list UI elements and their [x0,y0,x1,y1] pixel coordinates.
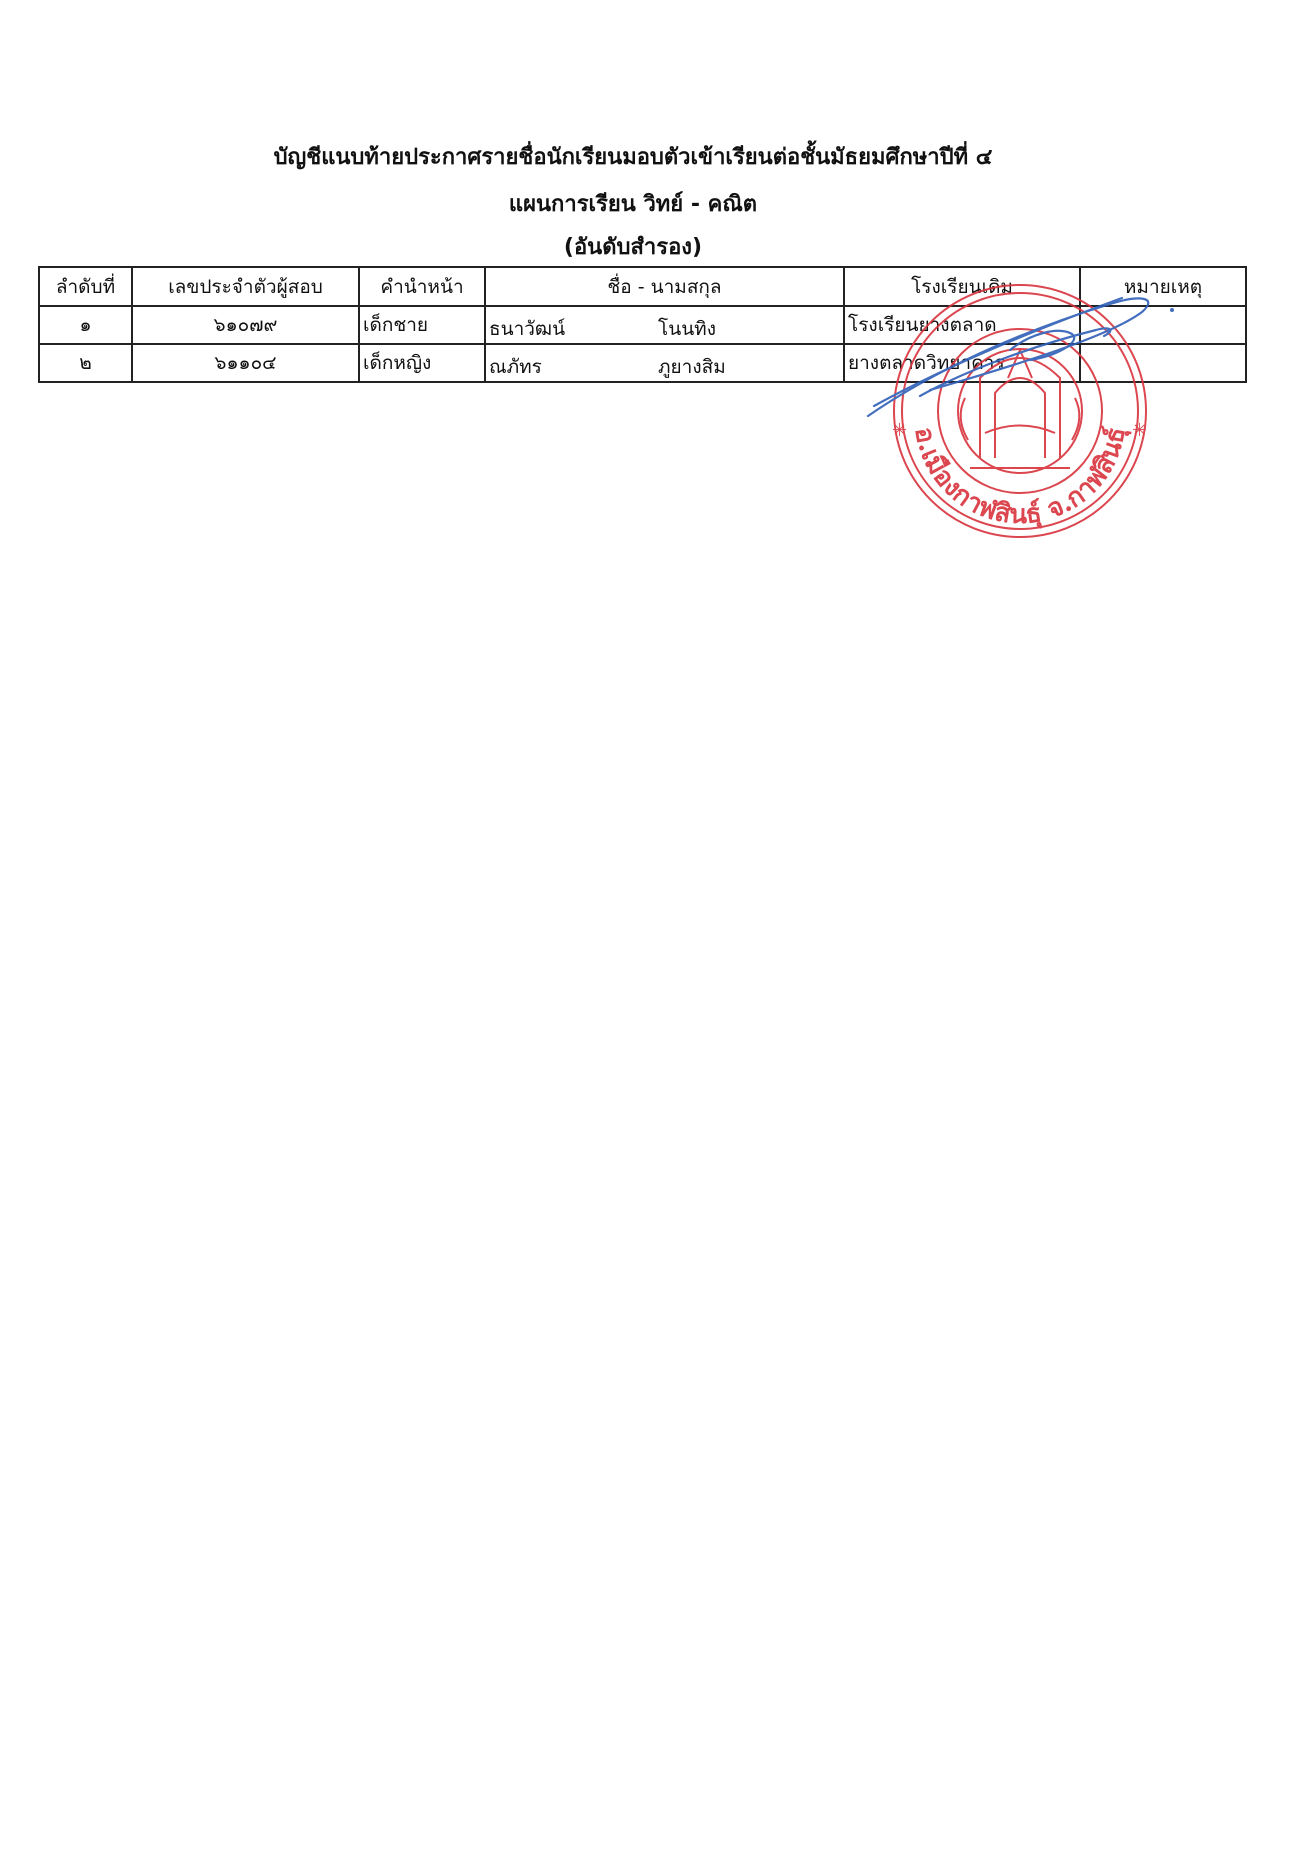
column-header-no: ลำดับที่ [39,267,132,306]
column-header-exam-id: เลขประจำตัวผู้สอบ [132,267,359,306]
table-row [39,344,1246,382]
svg-text:✳: ✳ [892,420,908,441]
previous-school: โรงเรียนยางตลาด [844,306,1080,344]
column-header-prefix: คำนำหน้า [359,267,485,306]
seal-inscription: อ.เมืองกาฬสินธุ์ จ.กาฬสินธุ์ [908,424,1132,531]
note [1080,306,1246,344]
column-header-note: หมายเหตุ [1080,267,1246,306]
exam-id: ๖๑๐๗๙ [132,306,359,344]
first-name: ธนาวัฒน์ [489,318,566,340]
column-header-name: ชื่อ - นามสกุล [485,267,844,306]
first-name: ณภัทร [489,356,542,378]
name-prefix: เด็กชาย [359,306,485,344]
last-name: ภูยางสิม [658,356,726,378]
svg-text:✳: ✳ [1132,420,1148,441]
seal-star-ornaments [892,420,1147,441]
previous-school: ยางตลาดวิทยาคาร [844,344,1080,382]
student-table [38,266,1247,383]
column-header-school: โรงเรียนเดิม [844,267,1080,306]
row-number: ๑ [39,306,132,344]
ranking-subtitle: (อันดับสำรอง) [563,235,703,260]
last-name: โนนทิง [658,318,716,340]
student-name [485,306,844,344]
row-number: ๒ [39,344,132,382]
name-prefix: เด็กหญิง [359,344,485,382]
exam-id: ๖๑๑๐๔ [132,344,359,382]
study-plan-title: แผนการเรียน วิทย์ - คณิต [508,192,758,217]
note [1080,344,1246,382]
table-row [39,306,1246,344]
table-header-row [39,267,1246,306]
document-title: บัญชีแนบท้ายประกาศรายชื่อนักเรียนมอบตัวเข้าเรียนต่อชั้นมัธยมศึกษาปีที่ ๔ [273,145,993,170]
student-name [485,344,844,382]
